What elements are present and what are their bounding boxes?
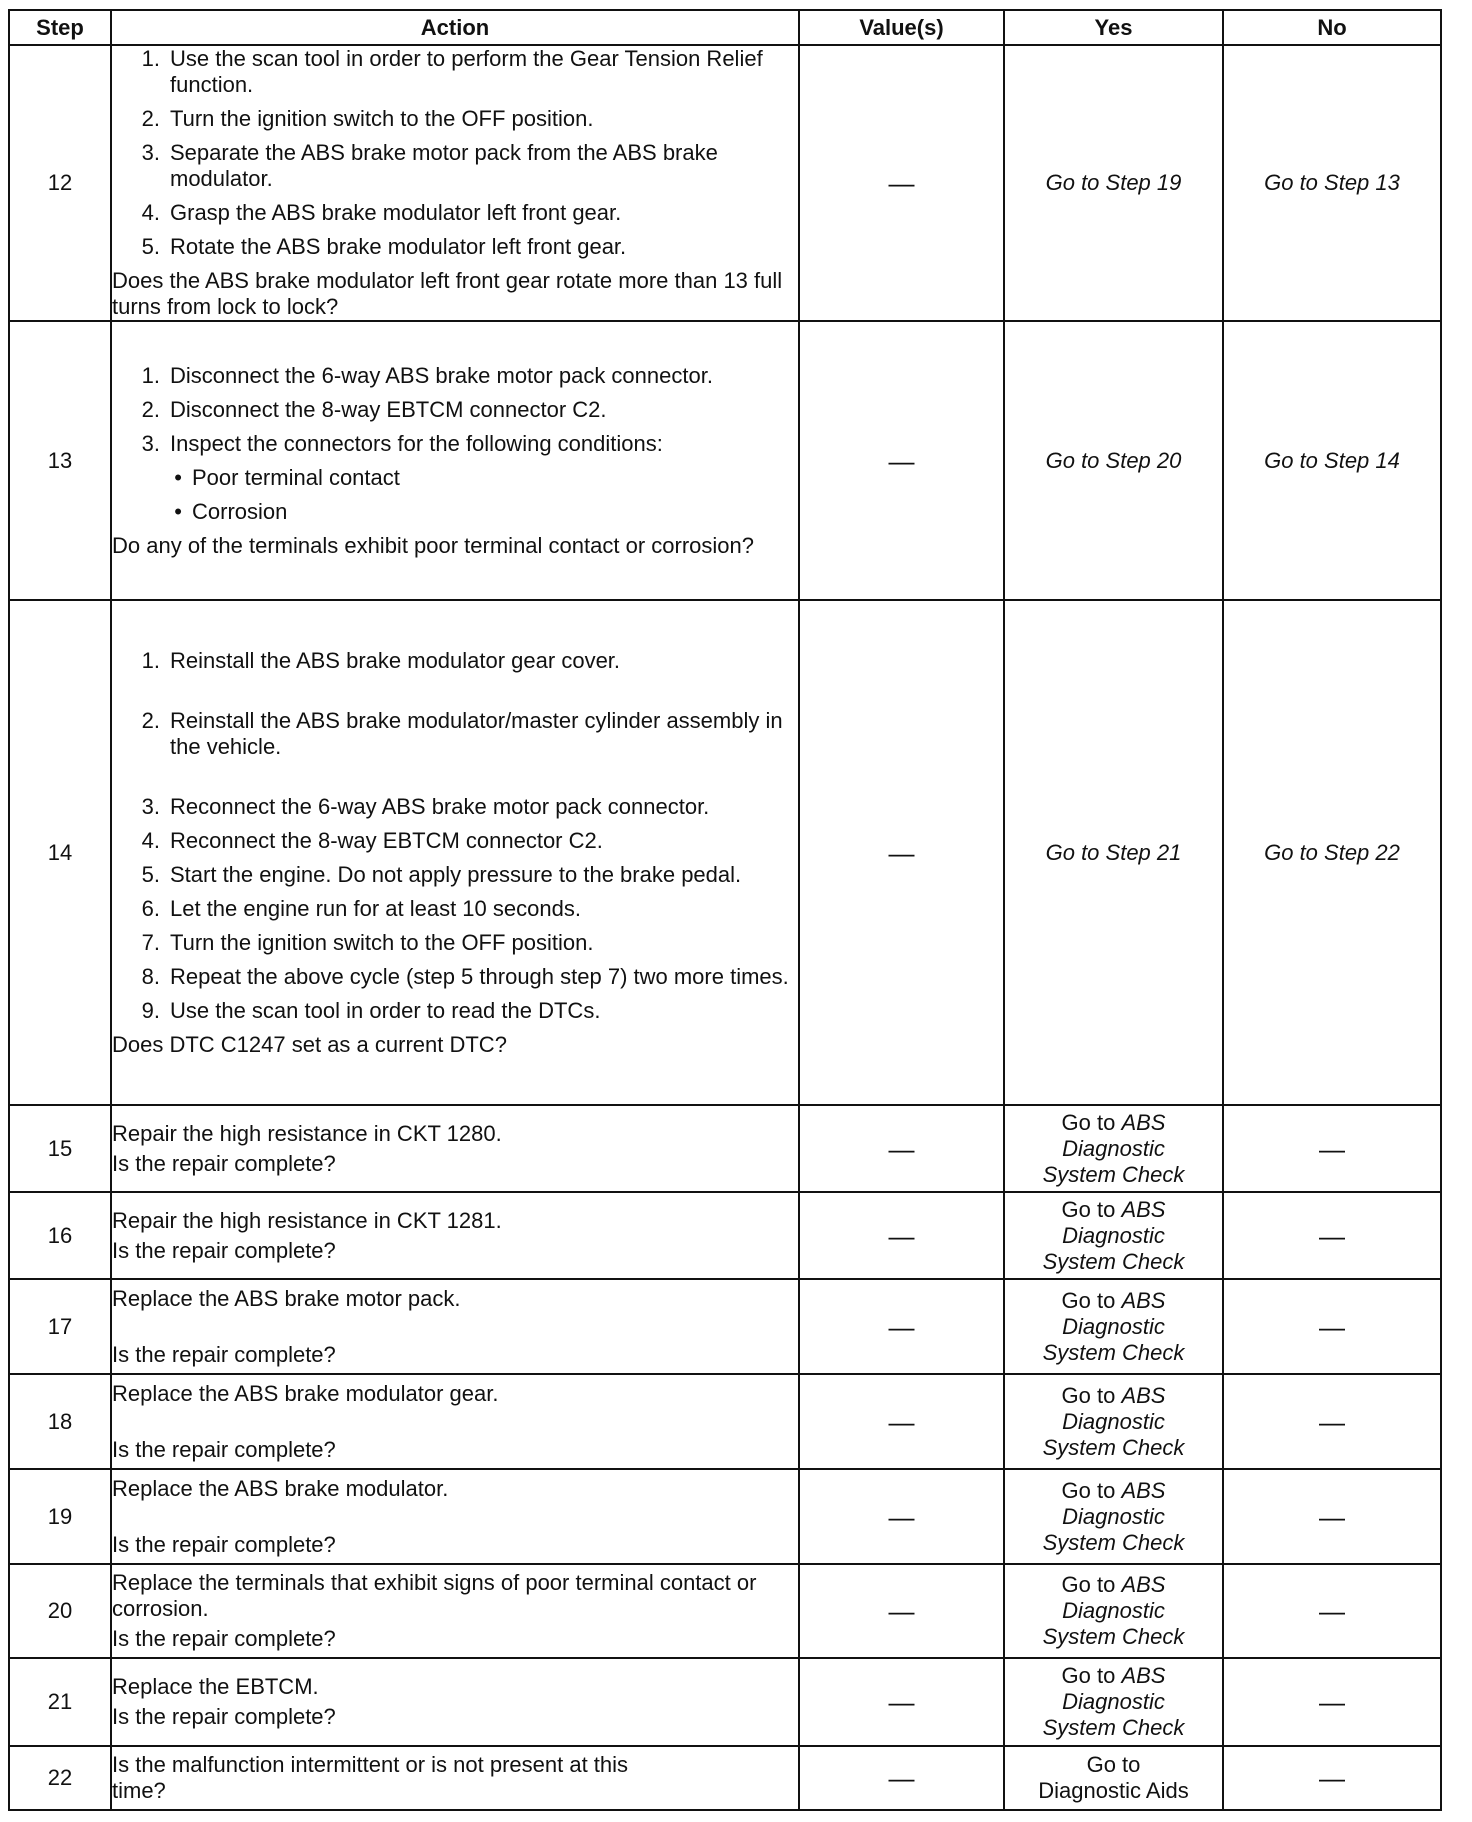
value-cell: — xyxy=(799,1105,1004,1192)
header-row xyxy=(9,10,1441,45)
yes-link[interactable]: Go to ABS Diagnostic System Check xyxy=(1004,1374,1223,1469)
instruction-item: 1. Use the scan tool in order to perform the Gear Tension Relief function. xyxy=(141,46,763,97)
instruction-item: 9. Use the scan tool in order to read the DTCs. xyxy=(141,997,601,1023)
value-cell: — xyxy=(799,1192,1004,1279)
table-row-step-14 xyxy=(9,600,1441,1105)
value-cell: — xyxy=(799,1279,1004,1374)
yes-link[interactable]: Go to ABS Diagnostic System Check xyxy=(1004,1192,1223,1279)
yes-link[interactable]: Go to Step 21 xyxy=(1004,600,1223,1105)
step-number: 15 xyxy=(9,1105,111,1192)
instruction-item: 5. Rotate the ABS brake modulator left front gear. xyxy=(141,234,627,259)
yes-link[interactable]: Go to ABS Diagnostic System Check xyxy=(1004,1279,1223,1374)
action-cell xyxy=(111,1279,799,1374)
question-text: Is the repair complete? xyxy=(112,1531,336,1557)
instruction-item: 6. Let the engine run for at least 10 seconds. xyxy=(141,895,581,921)
instruction-item: 3. Separate the ABS brake motor pack from the ABS brake modulator. xyxy=(141,140,718,191)
table-row-step-17 xyxy=(9,1279,1441,1374)
no-cell: — xyxy=(1223,1658,1441,1746)
header-values: Value(s) xyxy=(799,10,1004,45)
header-no: No xyxy=(1223,10,1441,45)
condition-list xyxy=(112,465,798,525)
no-link[interactable]: Go to Step 13 xyxy=(1223,45,1441,321)
action-text: Replace the EBTCM. xyxy=(112,1674,319,1699)
no-cell: — xyxy=(1223,1469,1441,1564)
action-cell xyxy=(111,45,799,321)
condition-item: • Poor terminal contact xyxy=(174,464,400,490)
value-cell: — xyxy=(799,1564,1004,1658)
action-cell xyxy=(111,600,799,1105)
no-cell: — xyxy=(1223,1192,1441,1279)
table-row-step-16 xyxy=(9,1192,1441,1279)
table-row-step-18 xyxy=(9,1374,1441,1469)
header-action: Action xyxy=(111,10,799,45)
value-cell: — xyxy=(799,1469,1004,1564)
instruction-item: 1. Reinstall the ABS brake modulator gear cover. xyxy=(141,647,621,673)
instruction-item: 4. Grasp the ABS brake modulator left front gear. xyxy=(141,200,622,225)
value-cell: — xyxy=(799,45,1004,321)
action-text: Replace the ABS brake modulator gear. xyxy=(112,1380,499,1406)
header-step: Step xyxy=(9,10,111,45)
step-number: 13 xyxy=(9,321,111,600)
value-cell: — xyxy=(799,1374,1004,1469)
step-number: 20 xyxy=(9,1564,111,1658)
yes-link[interactable]: Go to Diagnostic Aids xyxy=(1004,1746,1223,1810)
condition-item: • Corrosion xyxy=(174,498,288,524)
question-text: Is the repair complete? xyxy=(112,1626,336,1651)
no-link[interactable]: Go to Step 22 xyxy=(1223,600,1441,1105)
yes-link[interactable]: Go to Step 19 xyxy=(1004,45,1223,321)
yes-link[interactable]: Go to ABS Diagnostic System Check xyxy=(1004,1469,1223,1564)
question-text: Is the malfunction intermittent or is not present at this time? xyxy=(112,1752,629,1803)
table-row-step-20 xyxy=(9,1564,1441,1658)
action-text: Replace the terminals that exhibit signs of poor terminal contact or corrosion. xyxy=(112,1570,757,1621)
no-cell: — xyxy=(1223,1279,1441,1374)
action-cell xyxy=(111,1746,799,1810)
action-cell xyxy=(111,1192,799,1279)
value-cell: — xyxy=(799,1658,1004,1746)
instruction-list xyxy=(112,46,798,260)
action-text: Replace the ABS brake modulator. xyxy=(112,1475,449,1501)
step-number: 22 xyxy=(9,1746,111,1810)
instruction-item: 8. Repeat the above cycle (step 5 through step 7) two more times. xyxy=(141,963,789,989)
table-row-step-13 xyxy=(9,321,1441,600)
action-text: Replace the ABS brake motor pack. xyxy=(112,1285,461,1311)
diagnostic-table xyxy=(8,9,1442,1811)
step-number: 21 xyxy=(9,1658,111,1746)
table-row-step-19 xyxy=(9,1469,1441,1564)
action-cell xyxy=(111,1658,799,1746)
value-cell: — xyxy=(799,321,1004,600)
question-text: Does the ABS brake modulator left front gear rotate more than 13 full turns from lock to lock? xyxy=(112,268,783,319)
instruction-item: 2. Disconnect the 8-way EBTCM connector C2. xyxy=(141,396,607,422)
step-number: 16 xyxy=(9,1192,111,1279)
instruction-item: 5. Start the engine. Do not apply pressure to the brake pedal. xyxy=(141,861,742,887)
table-row-step-15 xyxy=(9,1105,1441,1192)
action-cell xyxy=(111,1469,799,1564)
instruction-list xyxy=(112,648,798,1024)
instruction-item: 7. Turn the ignition switch to the OFF position. xyxy=(141,929,594,955)
yes-link[interactable]: Go to ABS Diagnostic System Check xyxy=(1004,1658,1223,1746)
action-cell xyxy=(111,1374,799,1469)
instruction-item: 1. Disconnect the 6-way ABS brake motor pack connector. xyxy=(141,362,713,388)
table-row-step-22 xyxy=(9,1746,1441,1810)
question-text: Is the repair complete? xyxy=(112,1436,336,1462)
action-cell xyxy=(111,1105,799,1192)
no-link[interactable]: Go to Step 14 xyxy=(1223,321,1441,600)
instruction-item: 2. Turn the ignition switch to the OFF position. xyxy=(141,106,594,131)
no-cell: — xyxy=(1223,1564,1441,1658)
question-text: Do any of the terminals exhibit poor terminal contact or corrosion? xyxy=(112,532,754,558)
step-number: 19 xyxy=(9,1469,111,1564)
step-number: 18 xyxy=(9,1374,111,1469)
table-row-step-21 xyxy=(9,1658,1441,1746)
question-text: Does DTC C1247 set as a current DTC? xyxy=(112,1031,507,1057)
value-cell: — xyxy=(799,600,1004,1105)
step-number: 17 xyxy=(9,1279,111,1374)
yes-link[interactable]: Go to ABS Diagnostic System Check xyxy=(1004,1105,1223,1192)
question-text: Is the repair complete? xyxy=(112,1341,336,1367)
instruction-list xyxy=(112,363,798,457)
no-cell: — xyxy=(1223,1105,1441,1192)
instruction-item: 3. Reconnect the 6-way ABS brake motor pack connector. xyxy=(141,793,710,819)
question-text: Is the repair complete? xyxy=(112,1237,336,1263)
table-row-step-12 xyxy=(9,45,1441,321)
question-text: Is the repair complete? xyxy=(112,1704,336,1729)
action-cell xyxy=(111,1564,799,1658)
step-number: 14 xyxy=(9,600,111,1105)
instruction-item: 2. Reinstall the ABS brake modulator/master cylinder assembly in the vehicle. xyxy=(141,707,783,759)
action-text: Repair the high resistance in CKT 1280. xyxy=(112,1120,502,1146)
step-number: 12 xyxy=(9,45,111,321)
instruction-item: 3. Inspect the connectors for the following conditions: xyxy=(141,430,663,456)
yes-link[interactable]: Go to Step 20 xyxy=(1004,321,1223,600)
header-yes: Yes xyxy=(1004,10,1223,45)
no-cell: — xyxy=(1223,1746,1441,1810)
action-cell xyxy=(111,321,799,600)
action-text: Repair the high resistance in CKT 1281. xyxy=(112,1207,502,1233)
instruction-item: 4. Reconnect the 8-way EBTCM connector C2. xyxy=(141,827,603,853)
yes-link[interactable]: Go to ABS Diagnostic System Check xyxy=(1004,1564,1223,1658)
value-cell: — xyxy=(799,1746,1004,1810)
question-text: Is the repair complete? xyxy=(112,1150,336,1176)
no-cell: — xyxy=(1223,1374,1441,1469)
